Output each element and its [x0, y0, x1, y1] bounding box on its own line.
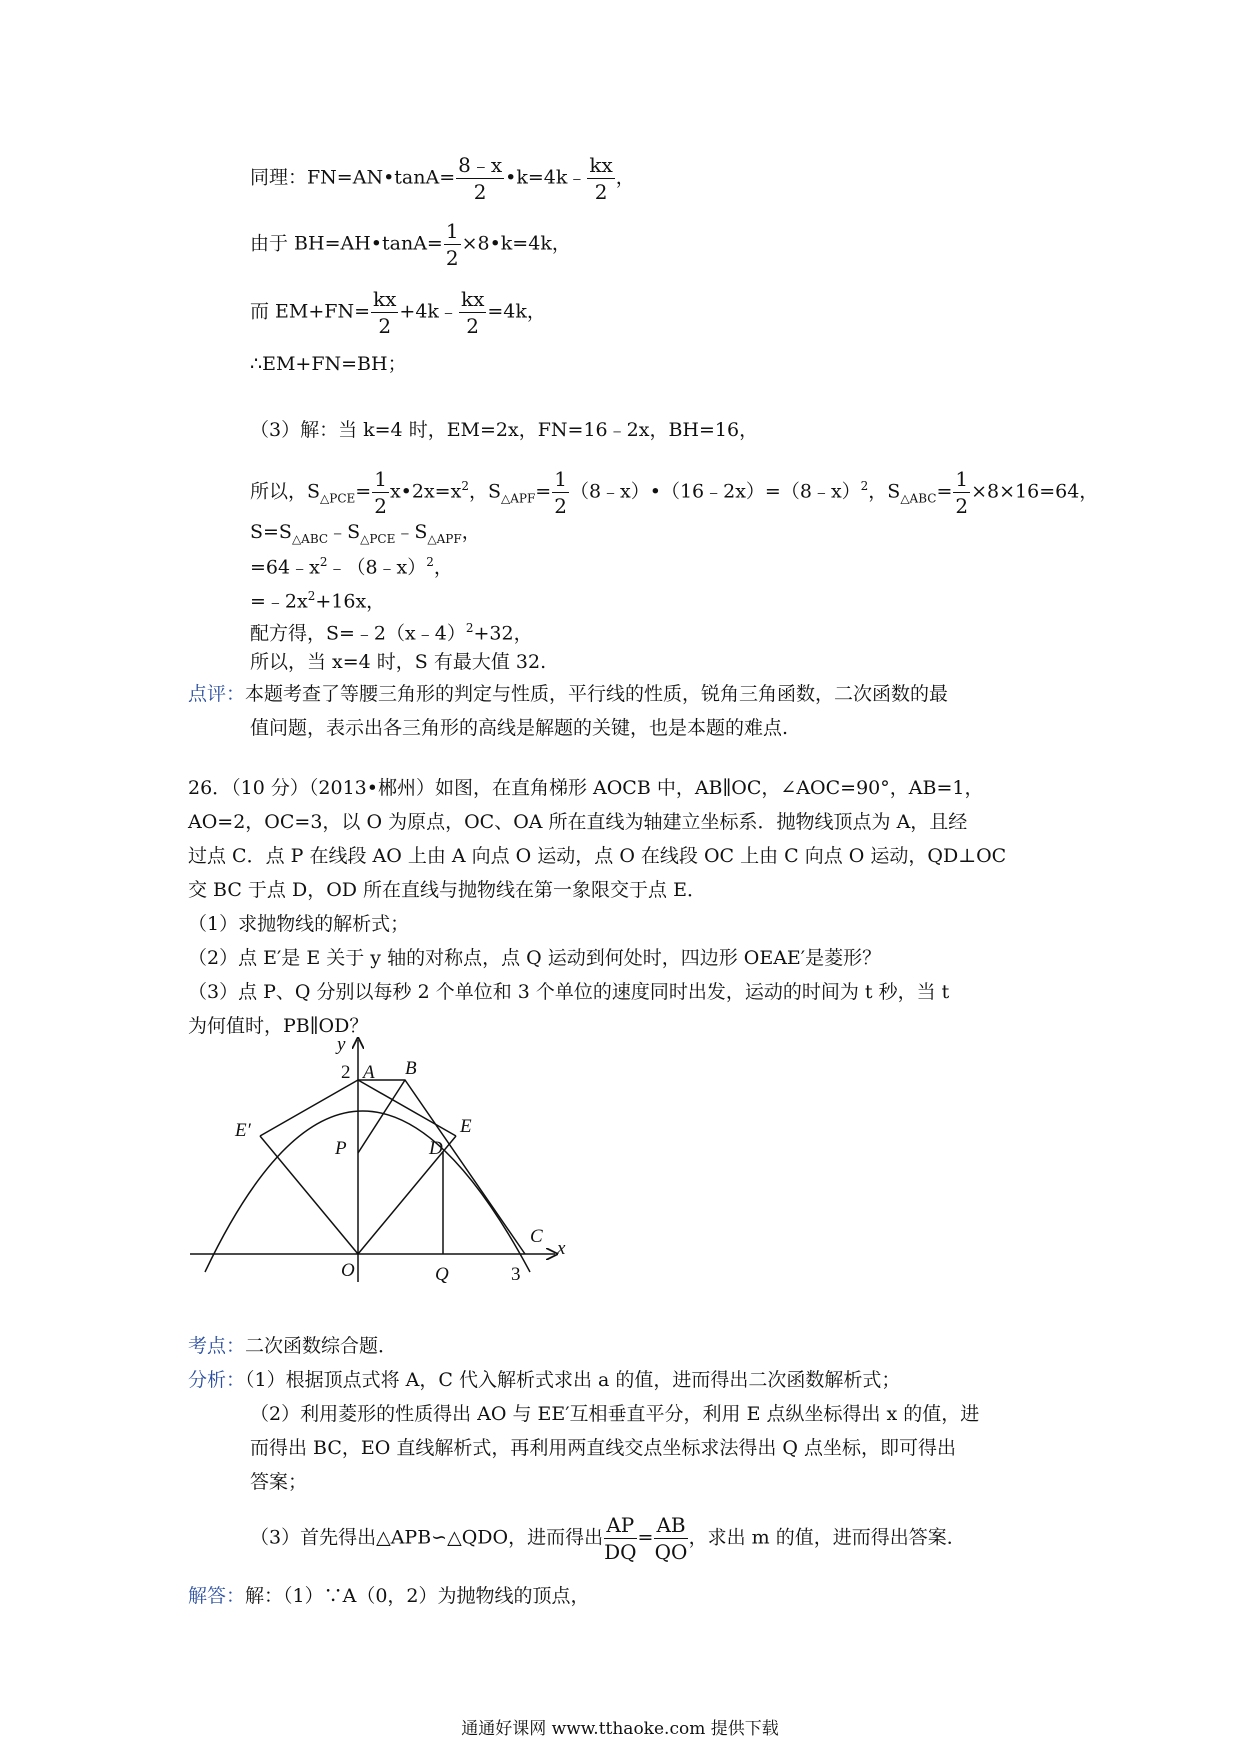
comment-line-2: 值问题，表示出各三角形的高线是解题的关键，也是本题的难点. [250, 717, 789, 739]
label-p: P [335, 1138, 347, 1159]
solution-line-6: 所以，$S_{\triangle PCE}=$ $\frac{1}{2}$ $x•2x=x^2$，$S_{\triangle APF}=$ $\frac{1}{2}$ （8﹣x）•（16﹣2x）=（8﹣x）$^2$，$S_{\triangle ABC}=$ $\frac{1}{2}$ ×8×16=64， [250, 467, 1099, 518]
fraction: $\frac{1}{2}$ [374, 467, 387, 518]
solution-line-3: 而 EM+FN= $\frac{kx}{2}$ +4k﹣ $\frac{kx}{2}$ =4k， [250, 287, 546, 338]
answer-tag: 解答： [188, 1585, 246, 1607]
label-d: D [429, 1138, 443, 1159]
label-x: x [557, 1238, 566, 1259]
label-o: O [341, 1260, 355, 1281]
label-q: Q [435, 1264, 449, 1285]
label-e1: E′ [235, 1120, 251, 1141]
fraction: $\frac{kx}{2}$ [373, 287, 397, 338]
analysis-line-3: 而得出 BC，EO 直线解析式，再利用两直线交点坐标求法得出 Q 点坐标，即可得出 [250, 1437, 957, 1459]
solution-line-7: $S=S_{\triangle ABC}﹣S_{\triangle PCE}﹣S_{\triangle APF}$， [250, 521, 481, 546]
question-3-line-2: 为何值时，PB∥OD？ [188, 1015, 369, 1037]
label-c: C [530, 1226, 543, 1247]
label-two: 2 [341, 1062, 351, 1083]
comment-tag: 点评： [188, 683, 246, 705]
question-2: （2）点 E′是 E 关于 y 轴的对称点，点 Q 运动到何处时，四边形 OEAE′是菱形？ [188, 947, 882, 969]
kaodian-line: 考点：二次函数综合题． [188, 1335, 398, 1357]
geometry-figure [185, 1032, 585, 1292]
fraction: $\frac{1}{2}$ [955, 467, 969, 518]
solution-line-1: 同理：FN=AN•tanA= $\frac{8﹣x}{2}$ •k=4k﹣ $\frac{kx}{2}$ ， [250, 153, 635, 204]
problem-line-1: 26．（10 分）（2013•郴州）如图，在直角梯形 AOCB 中，AB∥OC，∠AOC=90°，AB=1， [188, 777, 984, 799]
answer-line: 解答：解：（1）∵A（0，2）为抛物线的顶点， [188, 1585, 590, 1607]
label-y: y [337, 1034, 346, 1055]
question-3-line-1: （3）点 P、Q 分别以每秒 2 个单位和 3 个单位的速度同时出发，运动的时间为 t 秒，当 t [188, 981, 950, 1003]
solution-line-2: 由于 BH=AH•tanA= $\frac{1}{2}$ ×8•k=4k， [250, 219, 571, 270]
segment-pb [358, 1080, 405, 1153]
analysis-line-4: 答案； [250, 1471, 308, 1493]
analysis-line-5: （3）首先得出△APB∽△QDO，进而得出 $\frac{AP}{DQ}$ = $\frac{AB}{QO}$ ，求出 m 的值，进而得出答案． [250, 1513, 966, 1564]
analysis-line-1: 分析：（1）根据顶点式将 A，C 代入解析式求出 a 的值，进而得出二次函数解析式； [188, 1369, 901, 1391]
solution-line-8: $=64﹣x^2﹣(8﹣x)^2$， [250, 555, 453, 579]
page-footer: 通通好课网 www.tthaoke.com 提供下载 [461, 1719, 779, 1739]
fraction: $\frac{AP}{DQ}$ [604, 1513, 637, 1564]
solution-line-4: ∴EM+FN=BH； [250, 353, 407, 375]
solution-line-9: $=﹣2x^2+16x$， [250, 589, 386, 613]
label-e: E [460, 1116, 472, 1137]
trapezoid-ab-bc [358, 1080, 525, 1254]
label-a: A [363, 1062, 375, 1083]
fraction: $\frac{AB}{QO}$ [654, 1513, 688, 1564]
fraction: $\frac{kx}{2}$ [460, 287, 485, 338]
label-three: 3 [511, 1264, 521, 1285]
analysis-tag: 分析： [188, 1369, 246, 1391]
label-b: B [405, 1058, 417, 1079]
solution-line-5: （3）解：当 k=4 时，EM=2x，FN=16﹣2x，BH=16， [250, 419, 759, 441]
fraction: $\frac{kx}{2}$ [589, 153, 613, 204]
problem-line-4: 交 BC 于点 D，OD 所在直线与抛物线在第一象限交于点 E． [188, 879, 706, 901]
comment-line-1: 点评：本题考查了等腰三角形的判定与性质，平行线的性质，锐角三角函数，二次函数的最 [188, 683, 949, 705]
solution-line-10: 配方得，S=﹣2（x﹣4）$^2$+32， [250, 621, 533, 645]
question-1: （1）求抛物线的解析式； [188, 913, 410, 935]
analysis-line-2: （2）利用菱形的性质得出 AO 与 EE′互相垂直平分，利用 E 点纵坐标得出 x 的值，进 [250, 1403, 980, 1425]
fraction: $\frac{1}{2}$ [554, 467, 567, 518]
problem-line-3: 过点 C．点 P 在线段 AO 上由 A 向点 O 运动，点 O 在线段 OC 上由 C 向点 O 运动，QD⊥OC [188, 845, 1007, 867]
segment-ae [358, 1080, 456, 1136]
solution-line-11: 所以，当 x=4 时，S 有最大值 32. [250, 651, 547, 673]
segment-ae1 [260, 1080, 358, 1136]
problem-line-2: AO=2，OC=3，以 O 为原点，OC、OA 所在直线为轴建立坐标系．抛物线顶点为 A，且经 [188, 811, 968, 833]
kaodian-tag: 考点： [188, 1335, 246, 1357]
fraction: $\frac{1}{2}$ [445, 219, 459, 270]
fraction: $\frac{8﹣x}{2}$ [458, 153, 503, 204]
